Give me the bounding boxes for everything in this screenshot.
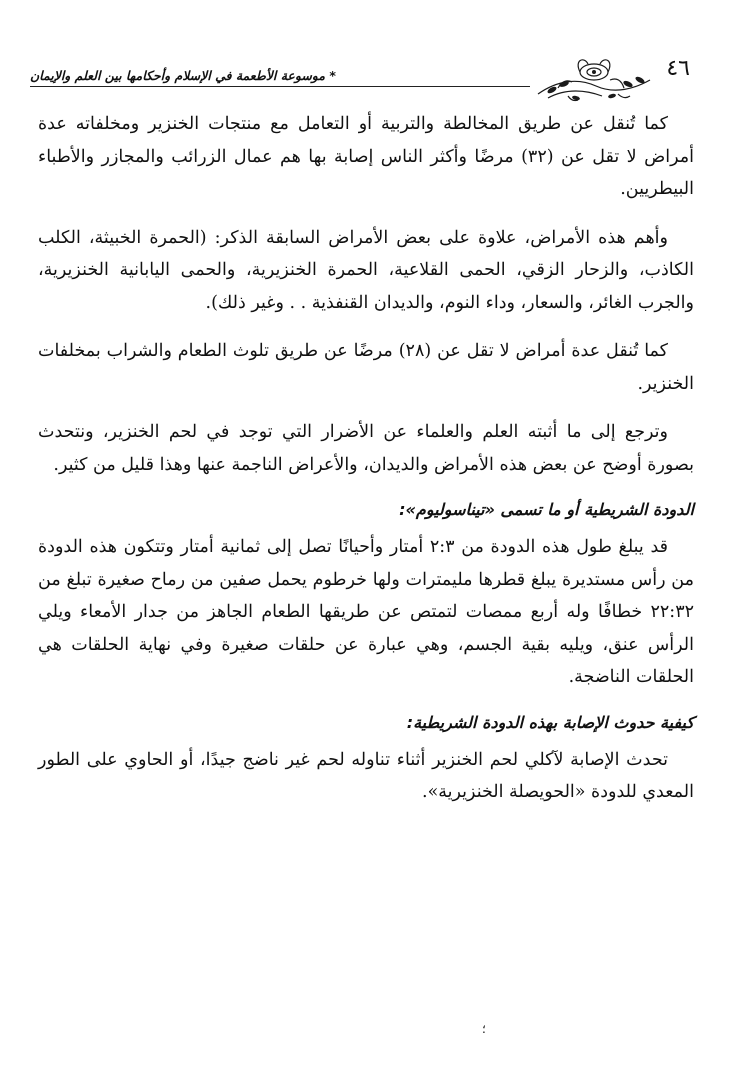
page-number: ٤٦: [666, 56, 690, 81]
paragraph-transmission-contact: كما تُنقل عن طريق المخالطة والتربية أو التعامل مع منتجات الخنزير ومخلفاته عدة أمراض لا تقل عن (٣٢) مرضًا وأكثر الناس إصابة بها هم عمال الزرائب والمجازر والأطباء البيطريين.: [38, 114, 694, 199]
stray-mark: ؛: [482, 1022, 486, 1036]
paragraph-tapeworm-description: قد يبلغ طول هذه الدودة من ٢:٣ أمتار وأحيانًا تصل إلى ثمانية أمتار وتتكون هذه الدودة من رأس مستديرة يبلغ قطرها مليمترات ولها خرطوم يحمل صفين من رماح صغيرة تبلغ من ٢٢:٣٢ خطافًا وله أربع ممصات لتمتص عن طريقها الطعام الجاهز من جدار الأمعاء ويلي الرأس عنق، ويليه بقية الجسم، وهي عبارة عن حلقات صغيرة وفي نهاية الحلقات هي الحلقات الناضجة.: [38, 537, 694, 687]
section-heading-infection: كيفية حدوث الإصابة بهذه الدودة الشريطية:: [406, 712, 694, 732]
page-body: [38, 108, 694, 825]
section-heading-tapeworm: الدودة الشريطية أو ما تسمى «تيناسوليوم»:: [399, 500, 694, 519]
floral-ornament-icon: [528, 50, 658, 108]
paragraph-disease-list: وأهم هذه الأمراض، علاوة على بعض الأمراض السابقة الذكر: (الحمرة الخبيثة، الكلب الكاذب، والزحار الزقي، الحمى القلاعية، الحمرة الخنزيرية، والحمى اليابانية الخنزيرية، والجرب الغائر، والسعار، وداء النوم، والديدان القنفذية . . وغير ذلك).: [38, 227, 694, 313]
paragraph-science-findings: وترجع إلى ما أثبته العلم والعلماء عن الأضرار التي توجد في لحم الخنزير، ونتحدث بصورة أوضح عن بعض هذه الأمراض والديدان، والأعراض الناجمة عنها وهذا قليل من كثير.: [38, 422, 694, 475]
page-header: [30, 50, 690, 108]
header-divider: [30, 86, 530, 87]
paragraph-infection-method: تحدث الإصابة لآكلي لحم الخنزير أثناء تناوله لحم غير ناضج جيدًا، أو الحاوي على الطور المعدي للدودة «الحويصلة الخنزيرية».: [38, 749, 694, 802]
paragraph-food-contamination: كما تُنقل عدة أمراض لا تقل عن (٢٨) مرضًا عن طريق تلوث الطعام والشراب بمخلفات الخنزير.: [38, 341, 694, 394]
running-title: * موسوعة الأطعمة في الإسلام وأحكامها بين العلم والإيمان: [30, 68, 336, 83]
